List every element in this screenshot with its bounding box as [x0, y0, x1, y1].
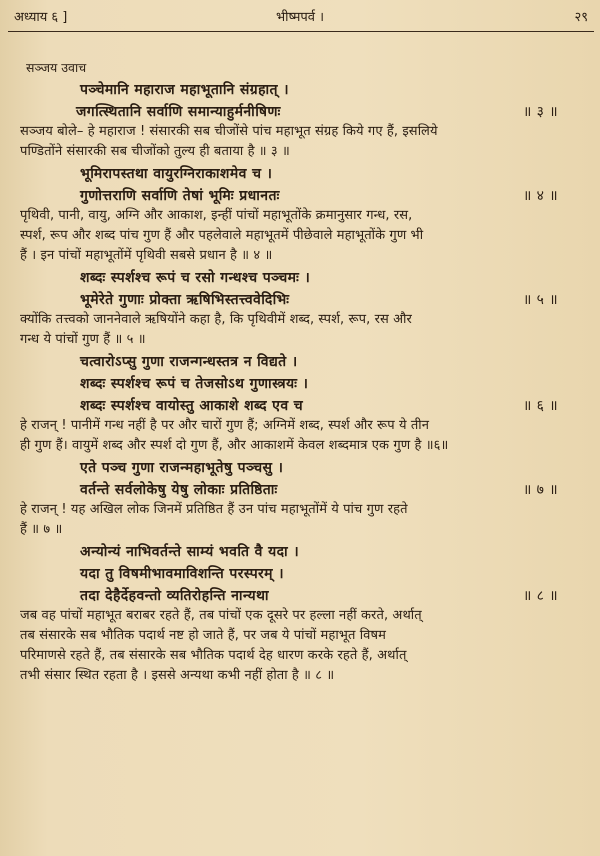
speaker-heading: सञ्जय उवाच — [26, 60, 87, 75]
verse-number: ॥ ४ ॥ — [523, 188, 558, 204]
chapter-label: अध्याय ६ ] — [14, 10, 68, 25]
verse-number: ॥ ६ ॥ — [523, 398, 558, 414]
verse-text: चत्वारोऽप्सु गुणा राजन्गन्धस्तत्र न विद्यते । — [80, 354, 298, 370]
sanskrit-verse-line — [20, 186, 580, 206]
translation-line: हे राजन् ! पानीमें गन्ध नहीं है पर और चारों गुण हैं; अग्निमें शब्द, स्पर्श और रूप ये तीन — [20, 418, 430, 433]
translation-paragraph — [20, 416, 580, 456]
sanskrit-verse-line — [20, 564, 580, 584]
translation-line: सञ्जय बोले– हे महाराज ! संसारकी सब चीजोंसे पांच महाभूत संग्रह किये गए हैं, इसलिये — [20, 124, 438, 139]
translation-paragraph — [20, 310, 580, 350]
verse-text: एते पञ्च गुणा राजन्महाभूतेषु पञ्चसु । — [80, 460, 284, 476]
verse-text: तदा देहैर्देहवन्तो व्यतिरोहन्ति नान्यथा — [80, 588, 269, 604]
verse-text: शब्दः स्पर्शश्च वायोस्तु आकाशे शब्द एव च — [80, 398, 304, 414]
sanskrit-verse-line — [20, 80, 580, 100]
translation-line: हैं । इन पांचों महाभूतोंमें पृथिवी सबसे प्रधान है ॥ ४ ॥ — [20, 248, 273, 263]
verse-text: अन्योन्यं नाभिवर्तन्ते साम्यं भवति वै यदा । — [80, 544, 300, 560]
page-number: २९ — [574, 10, 588, 25]
verse-text: वर्तन्ते सर्वलोकेषु येषु लोकाः प्रतिष्ठिताः — [80, 482, 278, 498]
verse-text: शब्दः स्पर्शश्च रूपं च रसो गन्धश्च पञ्चमः । — [80, 270, 311, 286]
sanskrit-verse-line — [20, 374, 580, 394]
book-title: भीष्मपर्व । — [275, 10, 325, 25]
translation-paragraph — [20, 606, 580, 686]
sanskrit-verse-line — [20, 102, 580, 122]
translation-line: हे राजन् ! यह अखिल लोक जिनमें प्रतिष्ठित हैं उन पांच महाभूतोंमें ये पांच गुण रहते — [20, 502, 408, 517]
verse-text: शब्दः स्पर्शश्च रूपं च तेजसोऽथ गुणास्त्रयः । — [80, 376, 309, 392]
verse-text: पञ्चेमानि महाराज महाभूतानि संग्रहात् । — [80, 82, 289, 98]
translation-line: तभी संसार स्थित रहता है । इससे अन्यथा कभी नहीं होता है ॥ ८ ॥ — [20, 668, 335, 683]
translation-line: ही गुण हैं। वायुमें शब्द और स्पर्श दो गुण हैं, और आकाशमें केवल शब्दमात्र एक गुण है ॥६॥ — [20, 438, 449, 453]
sanskrit-verse-line — [20, 458, 580, 478]
page-body — [20, 58, 580, 686]
translation-line: परिमाणसे रहते हैं, तब संसारके सब भौतिक पदार्थ देह धारण करके रहते हैं, अर्थात् — [20, 648, 407, 663]
translation-paragraph — [20, 500, 580, 540]
sanskrit-verse-line — [20, 290, 580, 310]
header-rule — [8, 31, 594, 32]
translation-line: जब वह पांचों महाभूत बराबर रहते हैं, तब पांचों एक दूसरे पर हल्ला नहीं करते, अर्थात् — [20, 608, 422, 623]
sanskrit-verse-line — [20, 542, 580, 562]
verse-text: यदा तु विषमीभावमाविशन्ति परस्परम् । — [80, 566, 284, 582]
verse-number: ॥ ५ ॥ — [523, 292, 558, 308]
translation-paragraph — [20, 122, 580, 162]
translation-line: गन्ध ये पांचों गुण हैं ॥ ५ ॥ — [20, 332, 146, 347]
verse-number: ॥ ७ ॥ — [523, 482, 558, 498]
sanskrit-verse-line — [20, 586, 580, 606]
translation-line: पृथिवी, पानी, वायु, अग्नि और आकाश, इन्हीं पांचों महाभूतोंके क्रमानुसार गन्ध, रस, — [20, 208, 413, 223]
translation-line: क्योंकि तत्त्वको जाननेवाले ऋषियोंने कहा है, कि पृथिवीमें शब्द, स्पर्श, रूप, रस और — [20, 312, 412, 327]
verse-text: गुणोत्तराणि सर्वाणि तेषां भूमिः प्रधानतः — [80, 188, 280, 204]
sanskrit-verse-line — [20, 164, 580, 184]
verse-number: ॥ ३ ॥ — [523, 104, 558, 120]
translation-line: पण्डितोंने संसारकी सब चीजोंको तुल्य ही बताया है ॥ ३ ॥ — [20, 144, 290, 159]
translation-paragraph — [20, 206, 580, 266]
translation-line: स्पर्श, रूप और शब्द पांच गुण हैं और पहलेवाले महाभूतमें पीछेवाले महाभूतोंके गुण भी — [20, 228, 424, 243]
sanskrit-verse-line — [20, 396, 580, 416]
verse-text: भूमिरापस्तथा वायुरग्निराकाशमेव च । — [80, 166, 273, 182]
verse-number: ॥ ८ ॥ — [523, 588, 558, 604]
sanskrit-verse-line — [20, 268, 580, 288]
translation-line: तब संसारके सब भौतिक पदार्थ नष्ट हो जाते हैं, पर जब ये पांचों महाभूत विषम — [20, 628, 386, 643]
translation-line: हैं ॥ ७ ॥ — [20, 522, 63, 537]
running-header — [0, 0, 600, 34]
verse-text: जगत्स्थितानि सर्वाणि समान्याहुर्मनीषिणः — [76, 104, 281, 120]
verse-text: भूमेरेते गुणाः प्रोक्ता ऋषिभिस्तत्त्ववेदिभिः — [80, 292, 290, 308]
sanskrit-verse-line — [20, 352, 580, 372]
sanskrit-verse-line — [20, 480, 580, 500]
